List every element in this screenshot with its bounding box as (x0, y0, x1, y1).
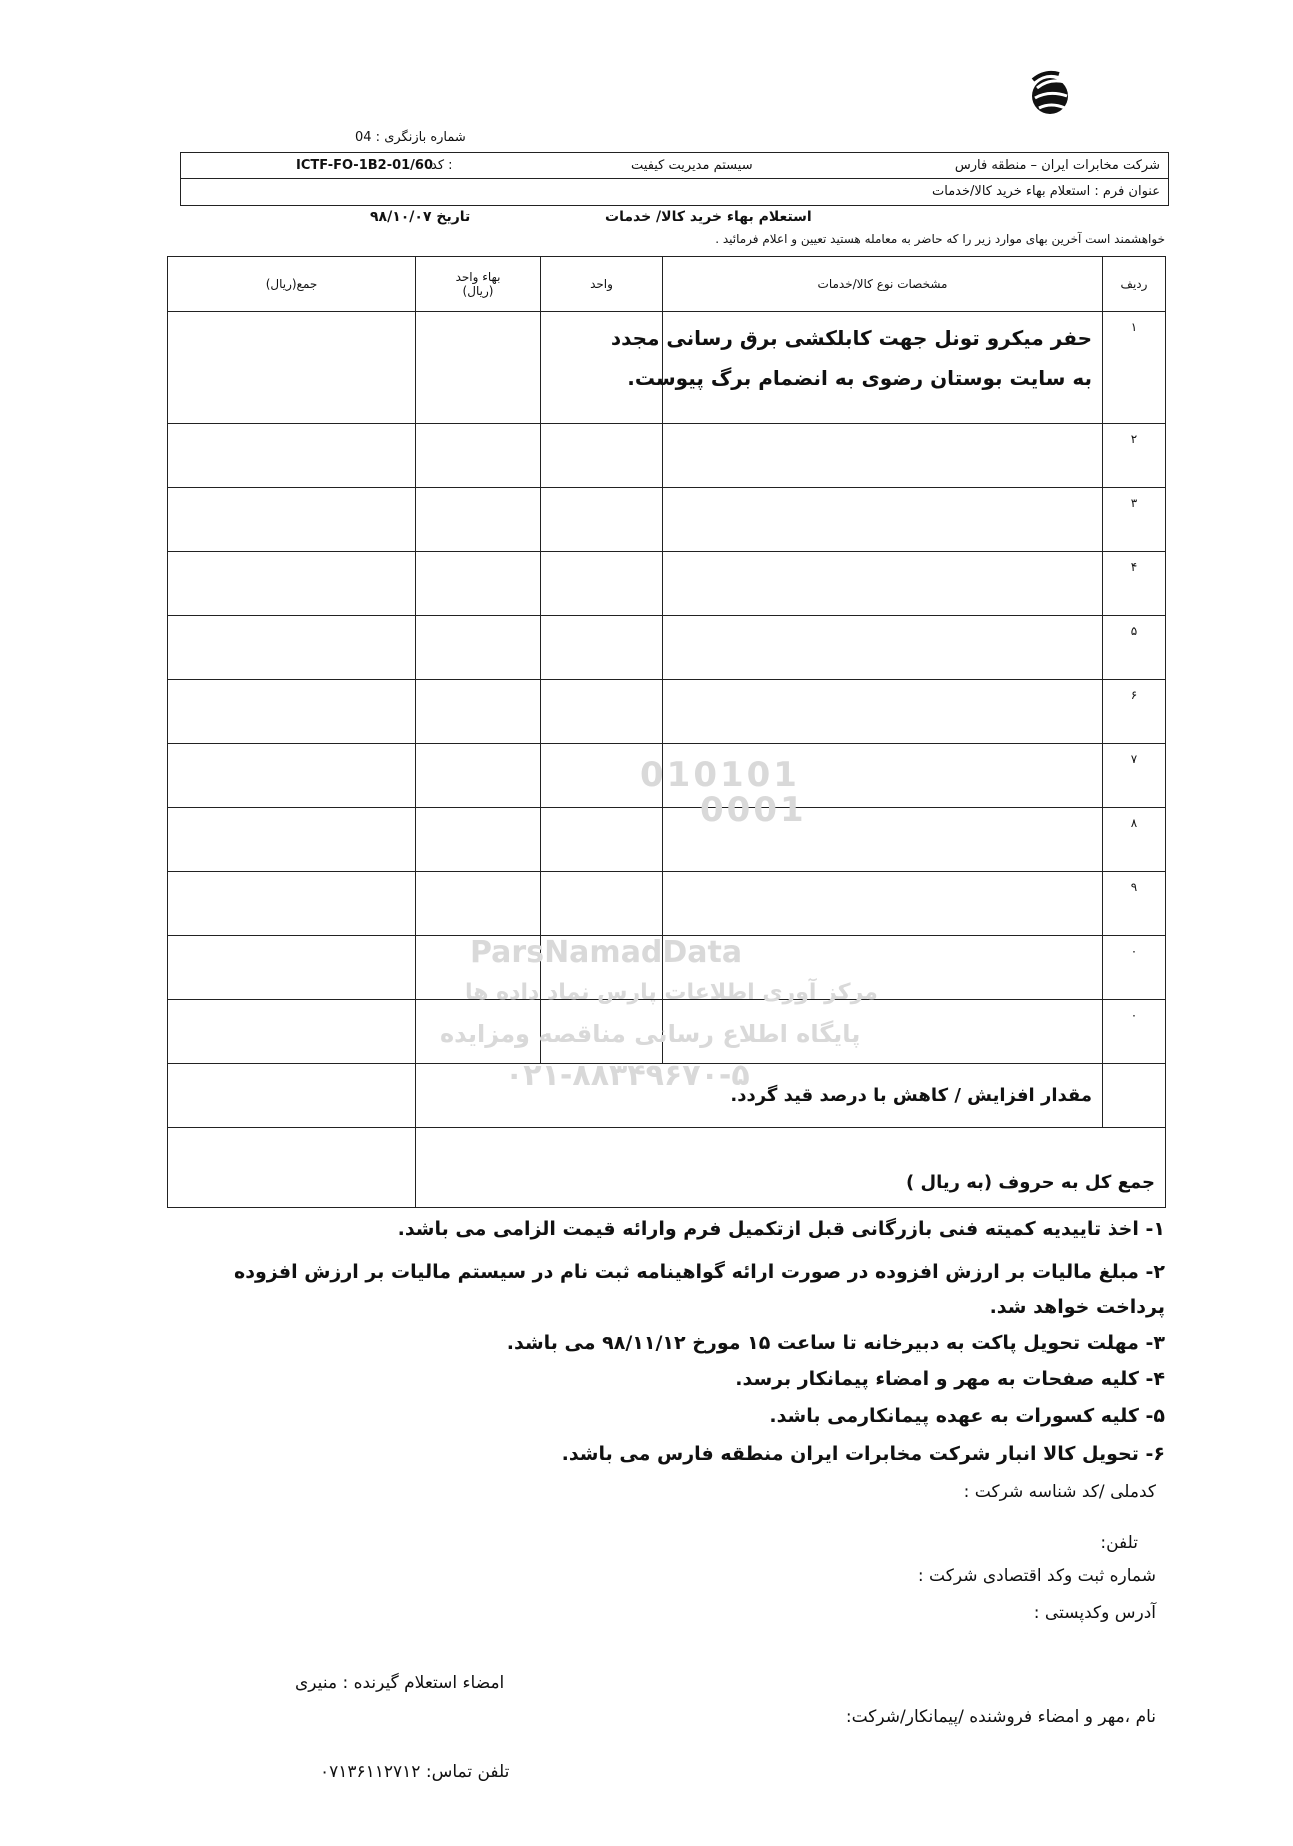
quality-system: سیستم مدیریت کیفیت (631, 158, 753, 173)
address-label: آدرس وکدپستی : (1033, 1603, 1156, 1623)
unit-price-cell[interactable] (416, 552, 541, 616)
table-row (168, 808, 1166, 872)
table-header-row (168, 257, 1166, 312)
company-name: شرکت مخابرات ایران – منطقه فارس (954, 158, 1160, 173)
total-cell[interactable] (168, 616, 416, 680)
form-title: عنوان فرم : استعلام بهاء خرید کالا/خدمات (932, 184, 1160, 199)
total-cell[interactable] (168, 424, 416, 488)
document-title: استعلام بهاء خرید کالا/ خدمات (605, 209, 812, 225)
phone-label: تلفن: (1100, 1533, 1138, 1553)
unit-cell[interactable] (541, 872, 663, 936)
row-number: ۷ (1103, 744, 1166, 808)
unit-cell[interactable] (541, 552, 663, 616)
sum-in-words: جمع کل به حروف (به ریال ) (416, 1128, 1166, 1208)
total-cell[interactable] (168, 488, 416, 552)
total-cell[interactable] (168, 808, 416, 872)
total-cell[interactable] (168, 872, 416, 936)
empty-cell (1103, 1064, 1166, 1128)
intro-text: خواهشمند است آخرین بهای موارد زیر را که حاضر به معامله هستید تعیین و اعلام فرمائید . (715, 232, 1165, 246)
watermark-digits-1: 010101 (640, 755, 800, 795)
note-3: ۳- مهلت تحویل پاکت به دبیرخانه تا ساعت ۱۵ مورخ ۹۸/۱۱/۱۲ می باشد. (506, 1332, 1165, 1354)
total-cell[interactable] (168, 1064, 416, 1128)
spec-cell[interactable] (663, 424, 1103, 488)
table-row (168, 680, 1166, 744)
unit-price-cell[interactable] (416, 488, 541, 552)
unit-price-cell[interactable] (416, 808, 541, 872)
header-row-number: ردیف (1103, 257, 1166, 312)
watermark-digits-2: 0001 (700, 790, 807, 830)
increase-decrease-note: مقدار افزایش / کاهش با درصد قید گردد. (416, 1064, 1103, 1128)
company-logo-icon (1025, 68, 1075, 120)
unit-cell[interactable] (541, 808, 663, 872)
total-cell[interactable] (168, 312, 416, 424)
total-cell[interactable] (168, 680, 416, 744)
note-2: ۲- مبلغ مالیات بر ارزش افزوده در صورت ارائه گواهینامه ثبت نام در سیستم مالیات بر ارزش افزوده پرداخت خواهد شد. (234, 1261, 1165, 1318)
row-number: ۴ (1103, 552, 1166, 616)
table-row (168, 552, 1166, 616)
row-number: ۱ (1103, 312, 1166, 424)
row-number: ۰ (1103, 1000, 1166, 1064)
row-number: ۶ (1103, 680, 1166, 744)
registration-label: شماره ثبت وکد اقتصادی شرکت : (917, 1566, 1156, 1586)
row-number: ۹ (1103, 872, 1166, 936)
note-1: ۱- اخذ تاییدیه کمیته فنی بازرگانی قبل ازتکمیل فرم وارائه قیمت الزامی می باشد. (397, 1218, 1165, 1240)
unit-price-cell[interactable] (416, 424, 541, 488)
unit-cell[interactable] (541, 488, 663, 552)
inquiry-signer: امضاء استعلام گیرنده : منیری (295, 1673, 505, 1693)
row-number: ۸ (1103, 808, 1166, 872)
watermark-line-2: پایگاه اطلاع رسانی مناقصه ومزایده (440, 1020, 861, 1048)
sum-total-cell[interactable] (168, 1128, 416, 1208)
header-spec: مشخصات نوع کالا/خدمات (663, 257, 1103, 312)
unit-cell[interactable] (541, 424, 663, 488)
watermark-brand: ParsNamadData (470, 935, 743, 970)
header-total: جمع(ریال) (168, 257, 416, 312)
code-label: کد : (431, 158, 453, 173)
seller-signature-label: نام ،مهر و امضاء فروشنده /پیمانکار/شرکت: (845, 1707, 1156, 1727)
revision-number: شماره بازنگری : 04 (355, 130, 466, 145)
unit-price-cell[interactable] (416, 616, 541, 680)
unit-price-cell[interactable] (416, 744, 541, 808)
table-row (168, 872, 1166, 936)
table-row (168, 424, 1166, 488)
spec-line-2: به سایت بوستان رضوی به انضمام برگ پیوست. (627, 366, 1092, 390)
spec-cell[interactable] (663, 616, 1103, 680)
row-number: ۵ (1103, 616, 1166, 680)
contact-phone: تلفن تماس: ۰۷۱۳۶۱۱۲۷۱۲ (320, 1762, 510, 1782)
sum-in-words-row (168, 1128, 1166, 1208)
watermark-line-1: مرکز آوری اطلاعات پارس نماد داده ها (465, 980, 878, 1005)
unit-price-cell[interactable] (416, 872, 541, 936)
table-row (168, 312, 1166, 424)
unit-cell[interactable] (541, 680, 663, 744)
total-cell[interactable] (168, 744, 416, 808)
spec-cell[interactable] (663, 872, 1103, 936)
total-cell[interactable] (168, 936, 416, 1000)
spec-cell (610, 312, 1103, 424)
total-cell[interactable] (168, 552, 416, 616)
header-unit: واحد (541, 257, 663, 312)
table-row (168, 616, 1166, 680)
row-number: ۲ (1103, 424, 1166, 488)
row-number: ۳ (1103, 488, 1166, 552)
watermark-phone: ۰۲۱-۸۸۳۴۹۶۷۰-۵ (505, 1058, 750, 1093)
spec-line-1: حفر میکرو تونل جهت کابلکشی برق رسانی مجدد (610, 326, 1092, 350)
total-cell[interactable] (168, 1000, 416, 1064)
spec-cell[interactable] (663, 680, 1103, 744)
unit-cell[interactable] (541, 616, 663, 680)
form-header-box (180, 152, 1169, 206)
code-value: ICTF-FO-1B2-01/60 (296, 158, 434, 173)
note-6: ۶- تحویل کالا انبار شرکت مخابرات ایران منطقه فارس می باشد. (561, 1443, 1165, 1465)
table-row (168, 488, 1166, 552)
note-4: ۴- کلیه صفحات به مهر و امضاء پیمانکار برسد. (735, 1368, 1165, 1390)
national-id-label: کدملی /کد شناسه شرکت : (963, 1482, 1156, 1502)
header-unit-price: بهاء واحد (ریال) (416, 257, 541, 312)
unit-price-cell[interactable] (416, 680, 541, 744)
spec-cell[interactable] (663, 488, 1103, 552)
document-date: تاریخ ۹۸/۱۰/۰۷ (370, 209, 471, 225)
spec-cell[interactable] (663, 552, 1103, 616)
note-5: ۵- کلیه کسورات به عهده پیمانکارمی باشد. (769, 1405, 1165, 1427)
row-number: ۰ (1103, 936, 1166, 1000)
